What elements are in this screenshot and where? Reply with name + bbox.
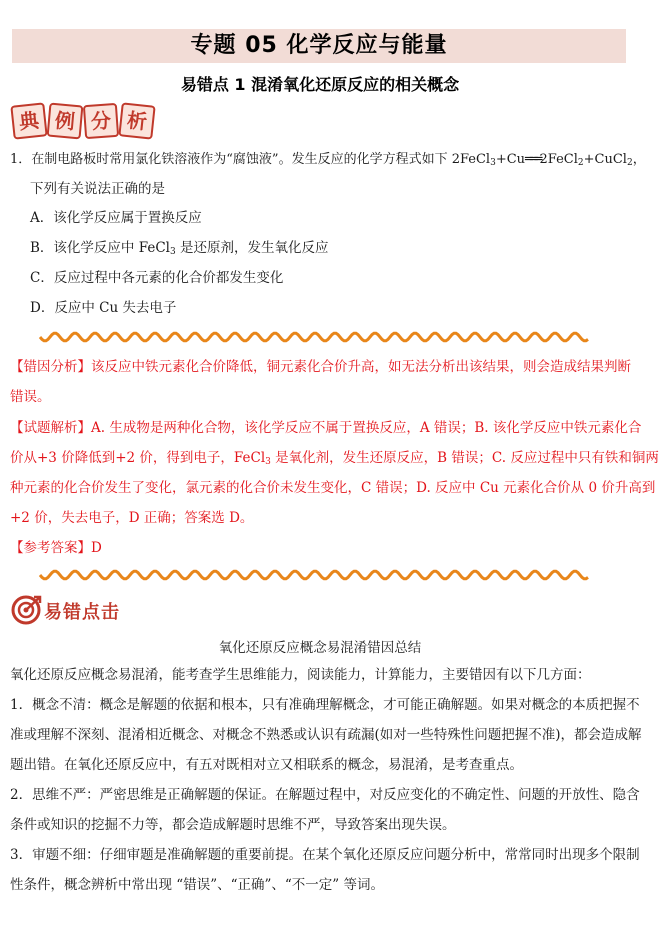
summary-heading: 氧化还原反应概念易混淆错因总结: [218, 640, 422, 656]
title-banner: [12, 29, 626, 63]
badge-char: 典: [10, 102, 47, 139]
point-3-line-2: 性条件，概念辨析中常出现 “错误”、“正确”、“不一定” 等词。: [10, 877, 384, 893]
solution-line-4: +2 价，失去电子，D 正确；答案选 D。: [10, 510, 254, 526]
point-1-line-3: 题出错。在氧化还原反应中，有五对既相对立又相联系的概念，易混淆，是考查重点。: [10, 757, 523, 773]
badge-char: 例: [47, 103, 84, 140]
error-tips-label: 易错点击: [44, 602, 120, 623]
reference-answer: 【参考答案】D: [10, 540, 102, 556]
error-analysis-line-2: 错误。: [10, 389, 51, 405]
solution-line-1: 【试题解析】A. 生成物是两种化合物，该化学反应不属于置换反应，A 错误；B. 该化学反应中铁元素化合: [10, 420, 642, 436]
typical-example-badge: [12, 104, 154, 140]
error-analysis-line-1: 【错因分析】该反应中铁元素化合价降低，铜元素化合价升高，如无法分析出该结果，则会造成结果判断: [10, 359, 631, 375]
question-line-2: 下列有关说法正确的是: [30, 181, 165, 197]
wave-divider: [40, 567, 588, 583]
point-3-line-1: 3．审题不细：仔细审题是准确解题的重要前提。在某个氧化还原反应问题分析中，常常同时出现多个限制: [10, 847, 640, 863]
badge-char: 分: [83, 103, 119, 139]
badge-char: 析: [118, 102, 155, 139]
option-c: C．反应过程中各元素的化合价都发生变化: [30, 270, 284, 286]
option-d: D．反应中 Cu 失去电子: [30, 300, 177, 316]
question-line-1: 1．在制电路板时常用氯化铁溶液作为“腐蚀液”。发生反应的化学方程式如下 2FeCl$_3$+Cu═══2FeCl$_2$+CuCl$_2$，: [10, 152, 646, 168]
page-title: 专题 05 化学反应与能量: [190, 33, 448, 58]
summary-intro: 氧化还原反应概念易混淆，能考查学生思维能力，阅读能力，计算能力，主要错因有以下几方面：: [10, 667, 591, 683]
equals-sign: ═══: [525, 152, 540, 167]
point-1-line-2: 准或理解不深刻、混淆相近概念、对概念不熟悉或认识有疏漏(如对一些特殊性问题把握不准)，都会造成解: [10, 727, 642, 743]
option-a: A．该化学反应属于置换反应: [30, 210, 202, 226]
option-b: B．该化学反应中 FeCl$_3$ 是还原剂，发生氧化反应: [30, 240, 329, 257]
point-2-line-2: 条件或知识的挖掘不力等，都会造成解题时思维不严，导致答案出现失误。: [10, 817, 456, 833]
section-subtitle: 易错点 1 混淆氧化还原反应的相关概念: [180, 75, 460, 94]
wave-divider: [40, 329, 588, 345]
point-1-line-1: 1．概念不清：概念是解题的依据和根本，只有准确理解概念，才可能正确解题。如果对概念的本质把握不: [10, 697, 640, 713]
point-2-line-1: 2．思维不严：严密思维是正确解题的保证。在解题过程中，对反应变化的不确定性、问题的开放性、隐含: [10, 787, 640, 803]
solution-line-2: 价从+3 价降低到+2 价，得到电子，FeCl$_3$ 是氧化剂，发生还原反应，B 错误；C. 反应过程中只有铁和铜两: [10, 450, 659, 467]
solution-line-3: 种元素的化合价发生了变化，氯元素的化合价未发生变化，C 错误；D. 反应中 Cu 元素化合价从 0 价升高到: [10, 480, 656, 496]
